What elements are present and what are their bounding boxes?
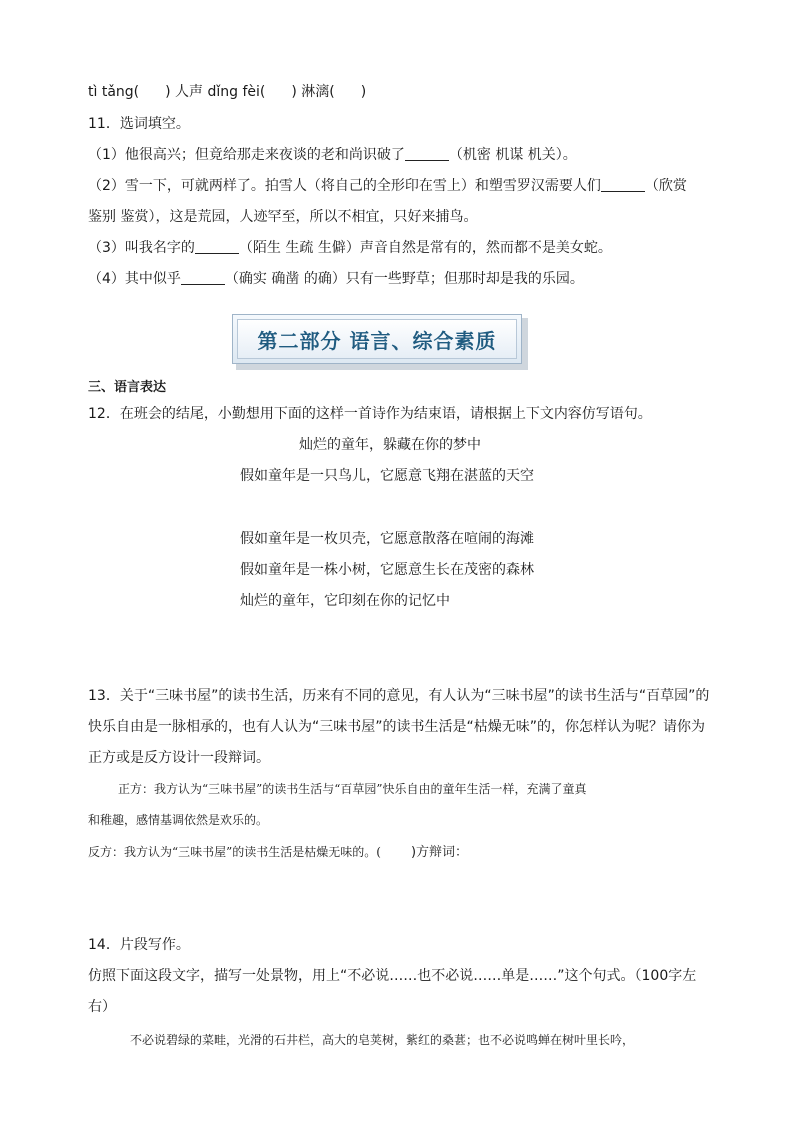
q12-question: 12．在班会的结尾，小勤想用下面的这样一首诗作为结束语，请根据上下文内容仿写语句。 [88,406,652,422]
q14-instruction-line-1: 仿照下面这段文字，描写一处景物，用上“不必说……也不必说……单是……”这个句式。（100字左 [88,968,697,984]
poem-line-1-text: 灿烂的童年，躲藏在你的梦中 [299,437,481,453]
q13-question-line-1: 13．关于“三味书屋”的读书生活，历来有不同的意见，有人认为“三味书屋”的读书生活与“百草园”的 [88,688,710,704]
q10-part4: ) [360,84,367,100]
poem-line-1 [0,435,794,455]
q11-item-4-options: （确实 确凿 的确）只有一些野草；但那时却是我的乐园。 [224,271,584,287]
q14-example-text: 不必说碧绿的菜畦，光滑的石井栏，高大的皂荚树，紫红的桑葚；也不必说鸣蝉在树叶里长吟， [130,1033,635,1047]
q14-title: 14．片段写作。 [88,937,190,953]
q11-item-4-text: （4）其中似乎 [88,271,181,287]
poem-line-4: 假如童年是一株小树，它愿意生长在茂密的森林 [240,562,534,578]
q11-item-2-options: （欣赏 [644,178,687,194]
q10-pinyin-line [88,82,366,102]
q11-item-3-options: （陌生 生疏 生僻）声音自然是常有的，然而都不是美女蛇。 [238,240,612,256]
q11-item-2-cont [88,207,477,227]
q13-con-line [88,842,468,863]
q11-blank-2[interactable] [601,177,645,192]
q11-item-3 [88,238,612,258]
q11-item-3-text: （3）叫我名字的 [88,240,195,256]
q11-item-2 [88,176,687,196]
q11-item-4 [88,269,584,289]
q11-item-2-cont-text: 鉴别 鉴赏），这是荒园，人迹罕至，所以不相宜，只好来捕鸟。 [88,209,478,225]
section-banner [232,314,522,364]
poem-line-5: 灿烂的童年，它印刻在你的记忆中 [240,593,450,609]
section-3-title: 三、语言表达 [88,380,167,395]
q14-instruction-line-2: 右） [88,999,116,1015]
q11-item-1-options: （机密 机谋 机关）。 [448,147,577,163]
q11-blank-3[interactable] [195,239,239,254]
q11-title: 11．选词填空。 [88,116,190,132]
q13-con-text: 反方：我方认为“三味书屋”的读书生活是枯燥无味的。( [88,845,381,859]
poem-line-3: 假如童年是一枚贝壳，它愿意散落在喧闹的海滩 [240,531,534,547]
q11-item-1 [88,145,577,165]
q11-item-1-text: （1）他很高兴；但竟给那走来夜谈的老和尚识破了 [88,147,405,163]
q11-blank-1[interactable] [405,146,449,161]
q13-con-tail: )方辩词： [410,845,469,860]
q13-pro-line-1: 正方：我方认为“三味书屋”的读书生活与“百草园”快乐自由的童年生活一样，充满了童真 [118,782,587,796]
poem-answer-blank[interactable] [240,498,540,520]
q10-part3: ) 淋漓( [291,84,335,100]
q13-question-line-3: 正方或是反方设计一段辩词。 [88,750,270,766]
q11-blank-4[interactable] [181,270,225,285]
q13-question-line-2: 快乐自由是一脉相承的，也有人认为“三味书屋”的读书生活是“枯燥无味”的，你怎样认为呢？请你为 [88,719,706,735]
q10-part1: tì tǎng( [88,84,140,100]
section-banner-text: 第二部分 语言、综合素质 [257,328,497,353]
section-banner-inner [237,319,517,359]
q13-pro-line-2: 和稚趣，感情基调依然是欢乐的。 [88,813,269,827]
q11-item-2-text: （2）雪一下，可就两样了。拍雪人（将自己的全形印在雪上）和塑雪罗汉需要人们 [88,178,601,194]
q10-part2: ) 人声 dǐng fèi( [165,84,266,100]
poem-line-2: 假如童年是一只鸟儿，它愿意飞翔在湛蓝的天空 [240,468,534,484]
